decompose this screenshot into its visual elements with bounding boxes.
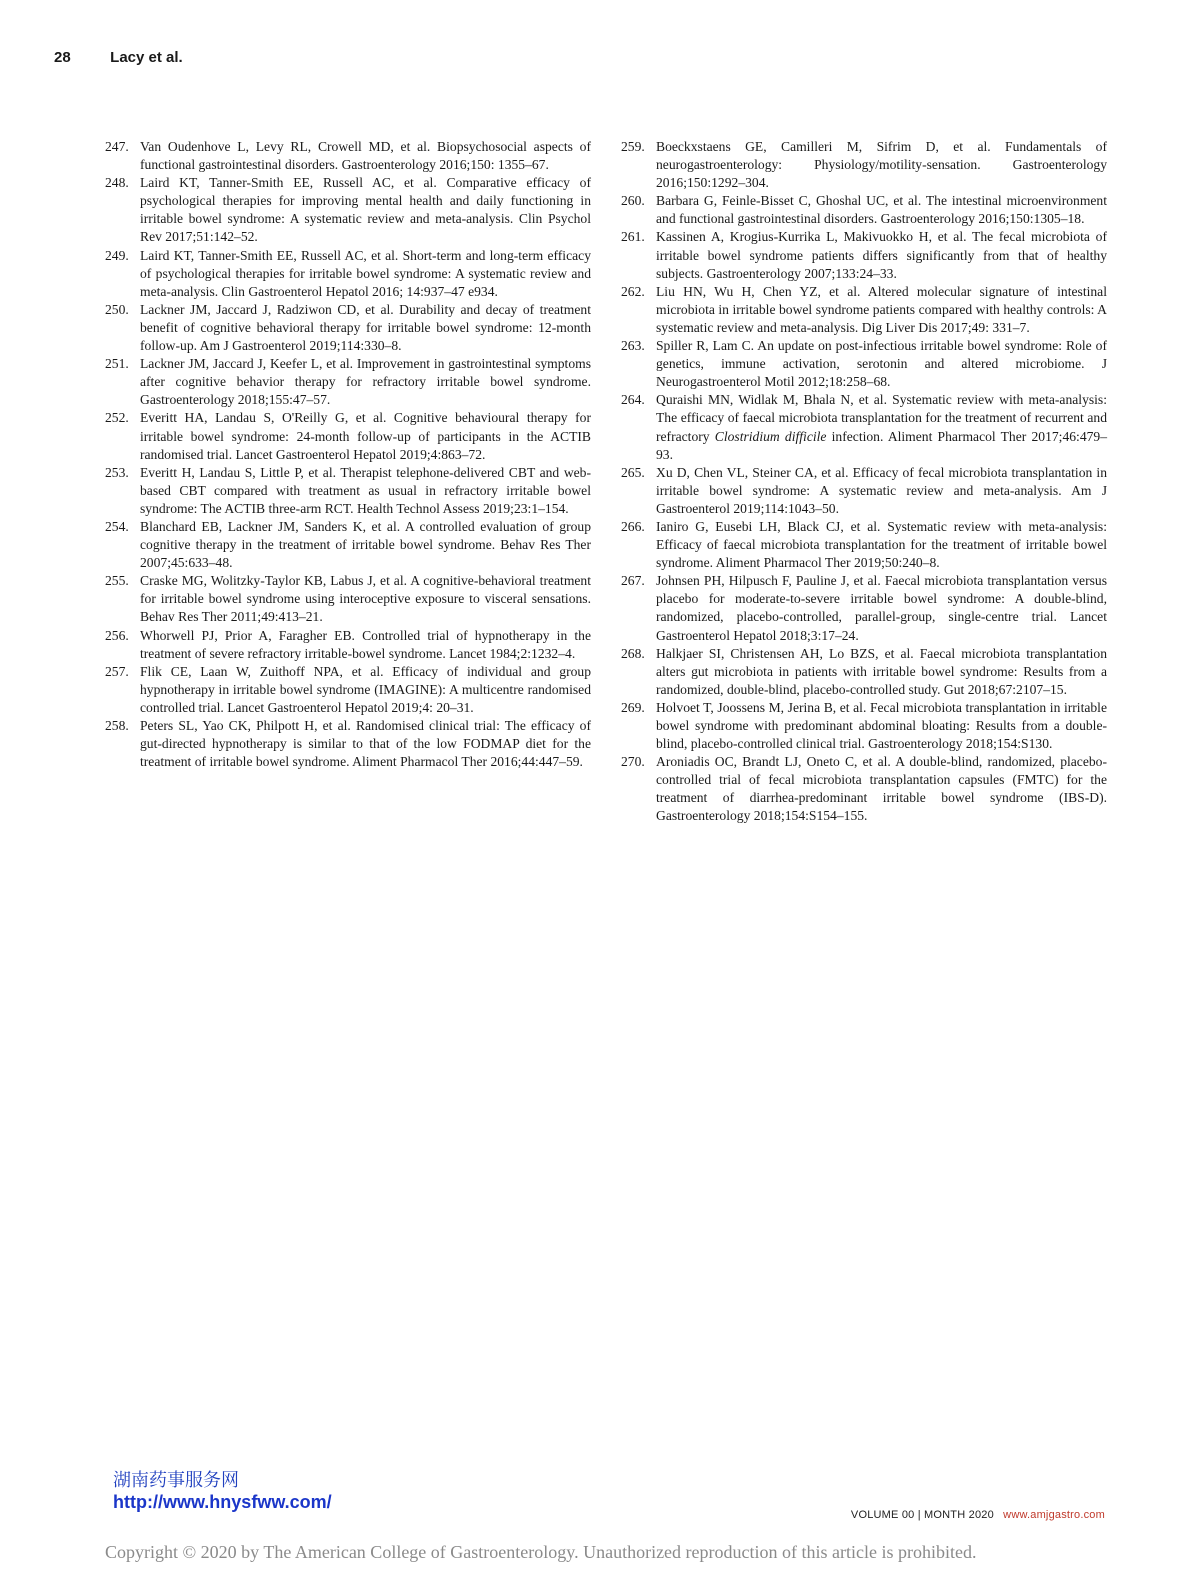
reference-entry bbox=[105, 174, 591, 246]
reference-text: Laird KT, Tanner-Smith EE, Russell AC, et al. Comparative efficacy of psychological therapies for improving mental health and daily functioning in irritable bowel syndrome: A systematic review and meta-analysis. Clin Psychol Rev 2017;51:142–52. bbox=[140, 175, 591, 245]
reference-text: Boeckxstaens GE, Camilleri M, Sifrim D, et al. Fundamentals of neurogastroenterology: Physiology/motility-sensation. Gastroenterology 2016;150:1292–304. bbox=[656, 139, 1107, 191]
page-footer bbox=[851, 1509, 1105, 1521]
footer-website-link[interactable]: www.amjgastro.com bbox=[1003, 1509, 1105, 1521]
reference-number: 256. bbox=[105, 627, 129, 643]
reference-entry bbox=[105, 627, 591, 663]
reference-entry bbox=[621, 283, 1107, 337]
reference-number: 248. bbox=[105, 175, 129, 191]
reference-number: 265. bbox=[621, 464, 645, 480]
reference-text: Quraishi MN, Widlak M, Bhala N, et al. Systematic review with meta-analysis: The efficacy of faecal microbiota transplantation for the treatment of recurrent and refractory Clostridium difficile infection. Aliment Pharmacol Ther 2017;46:479–93. bbox=[656, 392, 1108, 462]
reference-entry bbox=[105, 663, 591, 717]
reference-number: 269. bbox=[621, 699, 645, 715]
reference-entry bbox=[105, 409, 591, 463]
reference-entry bbox=[105, 247, 591, 301]
reference-entry bbox=[621, 645, 1107, 699]
reference-number: 250. bbox=[105, 301, 129, 317]
reference-number: 247. bbox=[105, 139, 129, 154]
reference-entry bbox=[621, 753, 1107, 825]
reference-text: Aroniadis OC, Brandt LJ, Oneto C, et al. A double-blind, randomized, placebo-controlled trial of fecal microbiota transplantation capsules (FMTC) for the treatment of diarrhea-predominant irritable bowel syndrome (IBS-D). Gastroenterology 2018;154:S154–155. bbox=[656, 754, 1107, 824]
watermark-url[interactable]: http://www.hnysfww.com/ bbox=[113, 1492, 332, 1512]
reference-entry bbox=[105, 355, 591, 409]
reference-text: Johnsen PH, Hilpusch F, Pauline J, et al. Faecal microbiota transplantation versus placebo for moderate-to-severe irritable bowel syndrome: A double-blind, randomized, placebo-controlled, parallel-group, single-centre trial. Lancet Gastroenterol Hepatol 2018;3:17–24. bbox=[656, 573, 1107, 643]
reference-text: Laird KT, Tanner-Smith EE, Russell AC, et al. Short-term and long-term efficacy of psychological therapies for irritable bowel syndrome: A systematic review and meta-analysis. Clin Gastroenterol Hepatol 2016; 14:937–47 e934. bbox=[140, 247, 591, 299]
reference-entry bbox=[621, 391, 1107, 463]
reference-column-left bbox=[105, 138, 591, 771]
running-authors: Lacy et al. bbox=[110, 49, 183, 66]
reference-number: 262. bbox=[621, 283, 645, 299]
reference-number: 268. bbox=[621, 645, 645, 661]
reference-number: 259. bbox=[621, 139, 645, 154]
reference-text: Halkjaer SI, Christensen AH, Lo BZS, et al. Faecal microbiota transplantation alters gut microbiota in patients with irritable bowel syndrome: Results from a randomized, double-blind, placebo-controlled study. Gut 2018;67:2107–15. bbox=[656, 645, 1107, 697]
reference-number: 266. bbox=[621, 518, 645, 534]
reference-number: 257. bbox=[105, 663, 129, 679]
reference-entry bbox=[105, 572, 591, 626]
page-header bbox=[54, 49, 183, 66]
reference-entry bbox=[621, 228, 1107, 282]
reference-number: 252. bbox=[105, 410, 129, 426]
italic-organism-name: Clostridium difficile bbox=[714, 428, 827, 444]
reference-entry bbox=[621, 192, 1107, 228]
reference-number: 253. bbox=[105, 464, 129, 480]
reference-text: Whorwell PJ, Prior A, Faragher EB. Controlled trial of hypnotherapy in the treatment of severe refractory irritable-bowel syndrome. Lancet 1984;2:1232–4. bbox=[140, 627, 591, 661]
reference-entry bbox=[621, 699, 1107, 753]
reference-number: 264. bbox=[621, 392, 645, 408]
reference-number: 263. bbox=[621, 338, 645, 354]
reference-text: Kassinen A, Krogius-Kurrika L, Makivuokko H, et al. The fecal microbiota of irritable bowel syndrome patients differs significantly from that of healthy subjects. Gastroenterology 2007;133:24–33. bbox=[656, 229, 1107, 281]
reference-entry bbox=[621, 464, 1107, 518]
reference-text: Spiller R, Lam C. An update on post-infectious irritable bowel syndrome: Role of genetics, immune activation, serotonin and altered microbiome. J Neurogastroenterol Motil 2012;18:258–68. bbox=[656, 338, 1107, 390]
reference-number: 270. bbox=[621, 754, 645, 770]
reference-text: Van Oudenhove L, Levy RL, Crowell MD, et al. Biopsychosocial aspects of functional gastrointestinal disorders. Gastroenterology 2016;150: 1355–67. bbox=[140, 139, 591, 173]
reference-number: 260. bbox=[621, 193, 645, 209]
reference-text: Barbara G, Feinle-Bisset C, Ghoshal UC, et al. The intestinal microenvironment and functional gastrointestinal disorders. Gastroenterology 2016;150:1305–18. bbox=[656, 193, 1107, 227]
reference-text: Everitt HA, Landau S, O'Reilly G, et al. Cognitive behavioural therapy for irritable bowel syndrome: 24-month follow-up of participants in the ACTIB randomised trial. Lancet Gastroenterol Hepatol 2019;4:863–72. bbox=[140, 410, 591, 462]
reference-entry bbox=[105, 301, 591, 355]
footer-volume: VOLUME 00 | MONTH 2020 bbox=[850, 1509, 994, 1521]
reference-number: 249. bbox=[105, 247, 129, 263]
reference-entry bbox=[105, 464, 591, 518]
reference-entry bbox=[621, 572, 1107, 644]
reference-entry bbox=[105, 138, 591, 174]
reference-text: Lackner JM, Jaccard J, Radziwon CD, et al. Durability and decay of treatment benefit of cognitive behavioral therapy for irritable bowel syndrome: 12-month follow-up. Am J Gastroenterol 2019;114:330–8. bbox=[140, 301, 591, 354]
reference-text: Blanchard EB, Lackner JM, Sanders K, et al. A controlled evaluation of group cognitive therapy in the treatment of irritable bowel syndrome. Behav Res Ther 2007;45:633–48. bbox=[140, 518, 591, 571]
reference-number: 267. bbox=[621, 573, 645, 589]
reference-text: Xu D, Chen VL, Steiner CA, et al. Efficacy of fecal microbiota transplantation in irritable bowel syndrome: A systematic review and meta-analysis. Am J Gastroenterol 2019;114:1043–50. bbox=[656, 464, 1107, 516]
reference-text: Liu HN, Wu H, Chen YZ, et al. Altered molecular signature of intestinal microbiota in irritable bowel syndrome patients compared with healthy controls: A systematic review and meta-analysis. Dig Liver Dis 2017;49: 331–7. bbox=[656, 283, 1107, 335]
reference-column-right bbox=[621, 138, 1107, 826]
reference-entry bbox=[105, 717, 591, 771]
reference-number: 255. bbox=[105, 573, 129, 589]
reference-text: Ianiro G, Eusebi LH, Black CJ, et al. Systematic review with meta-analysis: Efficacy of faecal microbiota transplantation for the treatment of irritable bowel syndrome. Aliment Pharmacol Ther 2019;50:240–8. bbox=[656, 518, 1107, 571]
reference-text: Flik CE, Laan W, Zuithoff NPA, et al. Efficacy of individual and group hypnotherapy in irritable bowel syndrome (IMAGINE): A multicentre randomised controlled trial. Lancet Gastroenterol Hepatol 2019;4: 20–31. bbox=[140, 663, 591, 715]
reference-text: Everitt H, Landau S, Little P, et al. Therapist telephone-delivered CBT and web-based CBT compared with treatment as usual in refractory irritable bowel syndrome: The ACTIB three-arm RCT. Health Technol Assess 2019;23:1–154. bbox=[140, 464, 591, 516]
reference-number: 254. bbox=[105, 518, 129, 534]
watermark bbox=[113, 1466, 332, 1513]
reference-entry bbox=[621, 337, 1107, 391]
reference-entry bbox=[621, 138, 1107, 192]
reference-entry bbox=[105, 518, 591, 572]
reference-number: 261. bbox=[621, 229, 645, 245]
reference-entry bbox=[621, 518, 1107, 572]
reference-text: Lackner JM, Jaccard J, Keefer L, et al. Improvement in gastrointestinal symptoms after cognitive behavior therapy for refractory irritable bowel syndrome. Gastroenterology 2018;155:47–57. bbox=[140, 356, 591, 408]
reference-text: Peters SL, Yao CK, Philpott H, et al. Randomised clinical trial: The efficacy of gut-directed hypnotherapy is similar to that of the low FODMAP diet for the treatment of irritable bowel syndrome. Aliment Pharmacol Ther 2016;44:447–59. bbox=[140, 718, 591, 770]
reference-number: 258. bbox=[105, 718, 129, 733]
reference-number: 251. bbox=[105, 356, 129, 372]
copyright-notice: Copyright © 2020 by The American College of Gastroenterology. Unauthorized reproduction of this article is prohibited. bbox=[105, 1542, 977, 1562]
reference-text: Holvoet T, Joossens M, Jerina B, et al. Fecal microbiota transplantation in irritable bowel syndrome with predominant abdominal bloating: Results from a double-blind, placebo-controlled clinical trial. Gastroenterology 2018;154:S130. bbox=[656, 699, 1107, 752]
page-number: 28 bbox=[54, 49, 71, 66]
watermark-chinese-text: 湖南药事服务网 bbox=[113, 1470, 239, 1491]
reference-text: Craske MG, Wolitzky-Taylor KB, Labus J, et al. A cognitive-behavioral treatment for irritable bowel syndrome using interoceptive exposure to visceral sensations. Behav Res Ther 2011;49:413–21. bbox=[140, 573, 591, 625]
